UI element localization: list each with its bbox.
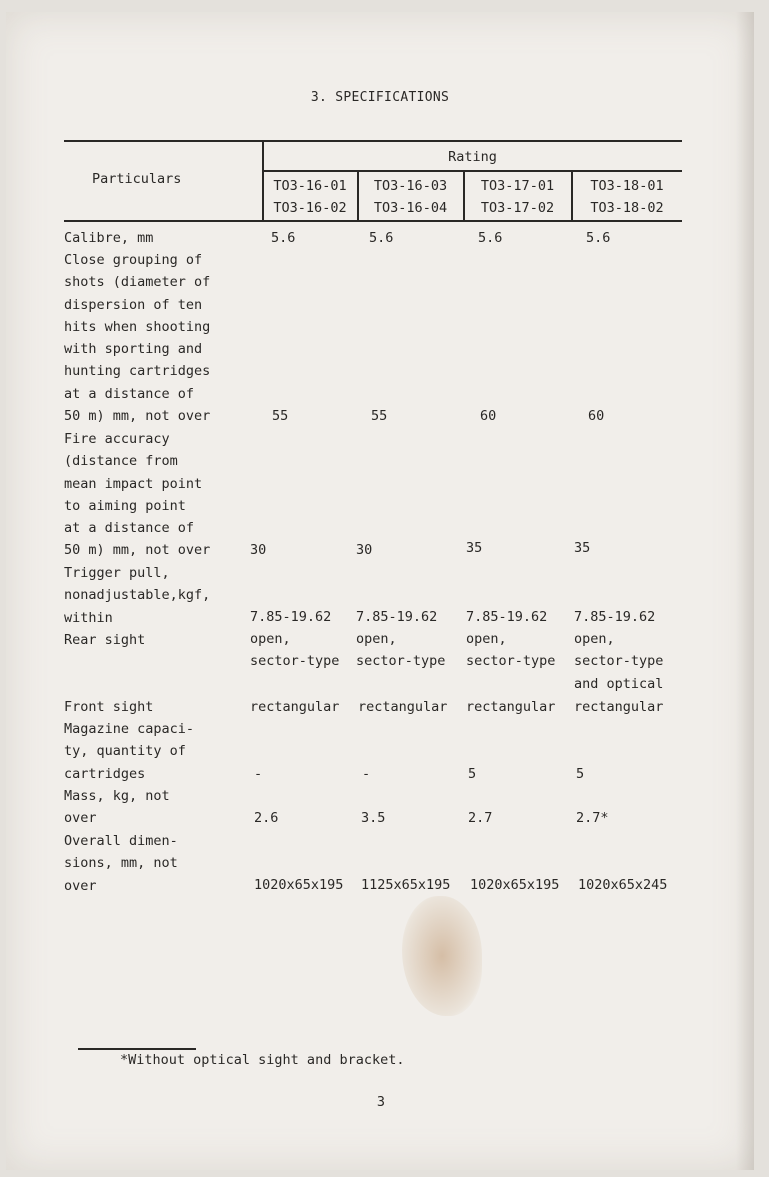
- value-dimensions-2: 1125x65x195: [361, 877, 451, 893]
- header-bottom-rule: [64, 220, 682, 222]
- row-label-dimensions: Overall dimen- sions, mm, not over: [64, 833, 178, 894]
- value-dimensions-1: 1020x65x195: [254, 877, 344, 893]
- header-model-1-b: TO3-16-02: [273, 200, 347, 216]
- header-model-2-a: TO3-16-03: [373, 178, 448, 194]
- row-label-calibre: Calibre, mm: [64, 230, 154, 246]
- row-label-rear-sight: Rear sight: [64, 632, 146, 648]
- header-model-2-b: TO3-16-04: [373, 200, 448, 216]
- value-front-sight-3: rectangular: [466, 699, 556, 715]
- value-magazine-4: 5: [576, 766, 585, 782]
- row-label-close-grouping: Close grouping of shots (diameter of dispersion of ten hits when shooting with sporting and hunting cartridges at a distance of 50 m) mm, not over: [64, 252, 211, 425]
- header-rating: Rating: [448, 149, 497, 165]
- value-grouping-3: 60: [480, 408, 497, 424]
- value-mass-1: 2.6: [254, 810, 279, 826]
- value-magazine-1: -: [254, 766, 263, 782]
- value-mass-2: 3.5: [361, 810, 386, 826]
- section-title: 3. SPECIFICATIONS: [310, 90, 450, 105]
- value-trigger-3: 7.85-19.62: [466, 609, 548, 625]
- header-model-3-a: TO3-17-01: [480, 178, 555, 194]
- row-label-magazine: Magazine capaci- ty, quantity of cartridges: [64, 721, 195, 782]
- value-grouping-1: 55: [272, 408, 289, 424]
- value-calibre-2: 5.6: [369, 230, 394, 246]
- value-dimensions-3: 1020x65x195: [470, 877, 560, 893]
- value-accuracy-3: 35: [466, 540, 483, 556]
- value-trigger-2: 7.85-19.62: [356, 609, 438, 625]
- row-label-trigger-pull: Trigger pull, nonadjustable,kgf, within: [64, 565, 211, 626]
- value-front-sight-2: rectangular: [358, 699, 448, 715]
- document-page: [6, 12, 754, 1170]
- value-accuracy-2: 30: [356, 542, 373, 558]
- value-grouping-2: 55: [371, 408, 388, 424]
- table-top-rule: [64, 140, 682, 142]
- value-rear-sight-4: open, sector-type and optical: [574, 631, 664, 692]
- header-model-3-b: TO3-17-02: [480, 200, 555, 216]
- value-calibre-4: 5.6: [586, 230, 611, 246]
- value-calibre-1: 5.6: [271, 230, 296, 246]
- value-rear-sight-1: open, sector-type: [250, 631, 340, 670]
- row-label-fire-accuracy: Fire accuracy (distance from mean impact point to aiming point at a distance of 50 m) mm, not over: [64, 431, 211, 559]
- page-edge-shadow: [736, 12, 754, 1170]
- value-rear-sight-2: open, sector-type: [356, 631, 446, 670]
- header-model-1-a: TO3-16-01: [273, 178, 347, 194]
- value-front-sight-1: rectangular: [250, 699, 340, 715]
- value-magazine-2: -: [362, 766, 371, 782]
- header-model-4-a: TO3-18-01: [590, 178, 664, 194]
- value-mass-4: 2.7*: [576, 810, 609, 826]
- page-number: 3: [376, 1094, 386, 1110]
- row-label-mass: Mass, kg, not over: [64, 788, 170, 827]
- row-label-front-sight: Front sight: [64, 699, 154, 715]
- footnote: *Without optical sight and bracket.: [120, 1052, 405, 1068]
- value-rear-sight-3: open, sector-type: [466, 631, 556, 670]
- value-trigger-1: 7.85-19.62: [250, 609, 332, 625]
- value-magazine-3: 5: [468, 766, 477, 782]
- value-accuracy-1: 30: [250, 542, 267, 558]
- value-trigger-4: 7.85-19.62: [574, 609, 656, 625]
- value-front-sight-4: rectangular: [574, 699, 664, 715]
- header-model-4-b: TO3-18-02: [590, 200, 664, 216]
- value-calibre-3: 5.6: [478, 230, 503, 246]
- value-mass-3: 2.7: [468, 810, 493, 826]
- header-particulars: Particulars: [92, 171, 182, 187]
- value-grouping-4: 60: [588, 408, 605, 424]
- rating-underline: [263, 170, 682, 172]
- value-accuracy-4: 35: [574, 540, 591, 556]
- paper-stain: [402, 896, 482, 1016]
- value-dimensions-4: 1020x65x245: [578, 877, 668, 893]
